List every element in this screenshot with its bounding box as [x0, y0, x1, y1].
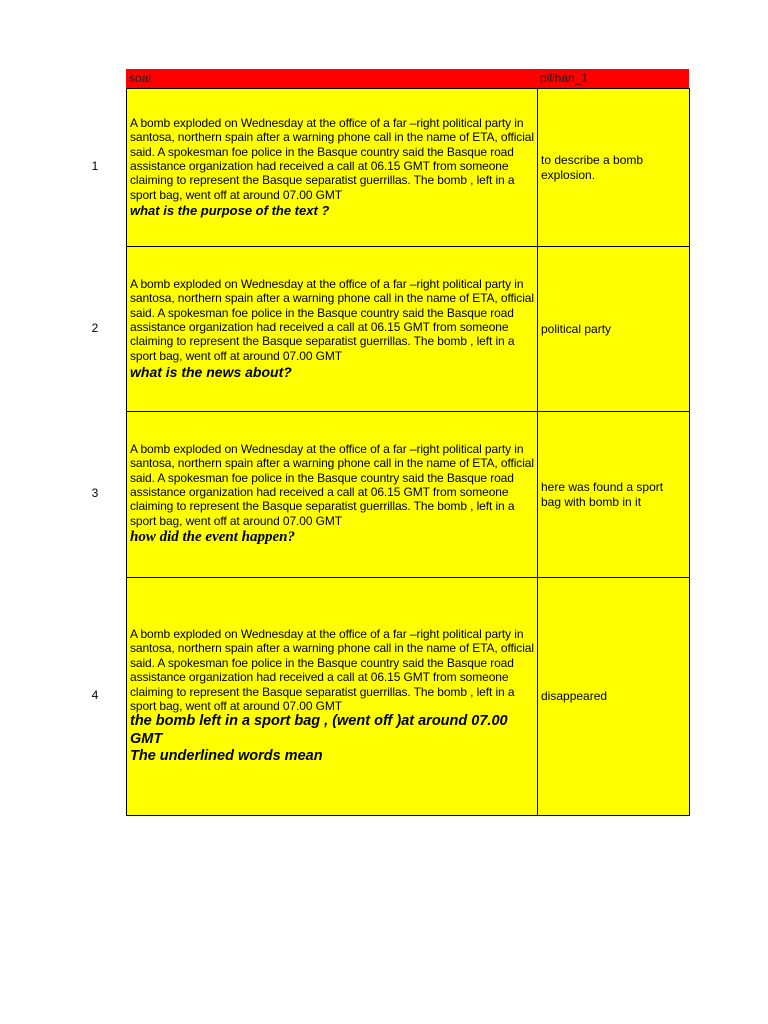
question-text: how did the event happen?	[130, 529, 296, 546]
question-cell	[126, 411, 538, 578]
row-number: 3	[91, 486, 99, 500]
answer-text: here was found a sport bag with bomb in it	[541, 480, 664, 509]
passage-text: A bomb exploded on Wednesday at the office of a far –right political party in santosa, northern spain after a warning phone call in the name of ETA, official said. A spokesman foe police in the Basque country said the Basque road assistance organization had received a call at 06.15 GMT from someone claiming to represent the Basque separatist guerrillas. The bomb , left in a sport bag, went off at around 07.00 GMT	[130, 115, 534, 202]
passage-text: A bomb exploded on Wednesday at the office of a far –right political party in santosa, northern spain after a warning phone call in the name of ETA, official said. A spokesman foe police in the Basque country said the Basque road assistance organization had received a call at 06.15 GMT from someone claiming to represent the Basque separatist guerrillas. The bomb , left in a sport bag, went off at around 07.00 GMT	[130, 627, 534, 714]
answer-text: political party	[541, 321, 612, 336]
answer-text: disappeared	[541, 689, 608, 704]
question-text-2: The underlined words mean	[130, 748, 323, 765]
passage-text: A bomb exploded on Wednesday at the office of a far –right political party in santosa, northern spain after a warning phone call in the name of ETA, official said. A spokesman foe police in the Basque country said the Basque road assistance organization had received a call at 06.15 GMT from someone claiming to represent the Basque separatist guerrillas. The bomb , left in a sport bag, went off at around 07.00 GMT	[130, 276, 534, 363]
row-number: 4	[91, 688, 99, 702]
answer-cell	[537, 246, 690, 412]
question-cell	[126, 577, 538, 816]
header-pilihan: pilihan_1	[537, 69, 689, 88]
answer-text: to describe a bomb explosion.	[541, 153, 644, 182]
row-number: 2	[91, 321, 99, 335]
question-text: the bomb left in a sport bag , (went off )at around 07.00 GMT	[130, 713, 508, 747]
row-number: 1	[91, 159, 99, 173]
question-cell	[126, 88, 538, 247]
header-soal: soal	[126, 69, 537, 88]
answer-cell	[537, 411, 690, 578]
question-cell	[126, 246, 538, 412]
question-text: what is the news about?	[130, 364, 292, 381]
answer-cell	[537, 88, 690, 247]
passage-text: A bomb exploded on Wednesday at the office of a far –right political party in santosa, northern spain after a warning phone call in the name of ETA, official said. A spokesman foe police in the Basque country said the Basque road assistance organization had received a call at 06.15 GMT from someone claiming to represent the Basque separatist guerrillas. The bomb , left in a sport bag, went off at around 07.00 GMT	[130, 441, 534, 528]
question-text: what is the purpose of the text ?	[130, 203, 330, 219]
answer-cell	[537, 577, 690, 816]
